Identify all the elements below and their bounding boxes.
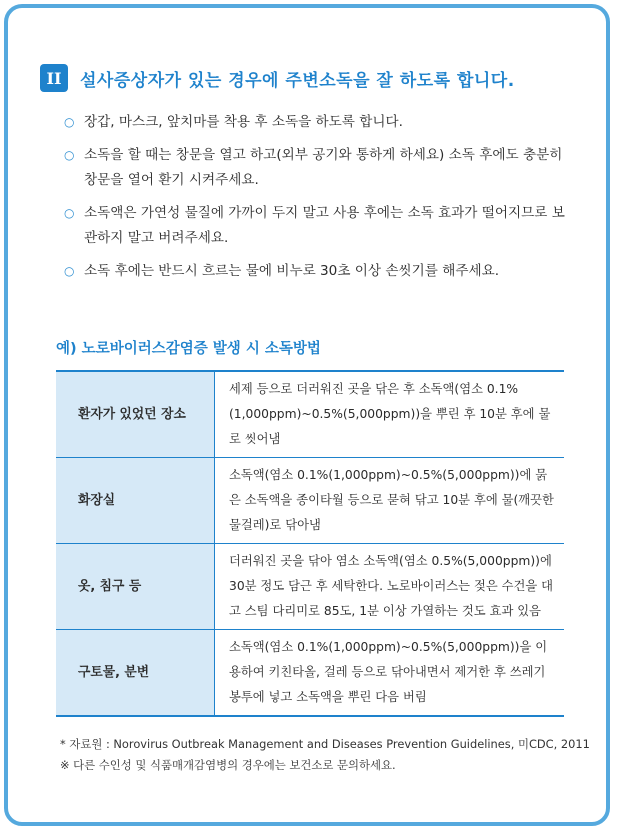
bullet-text: 소독을 할 때는 창문을 열고 하고(외부 공기와 통하게 하세요) 소독 후에도 충분히 창문을 열어 환기 시켜주세요.: [84, 147, 563, 188]
bullet-text: 소독액은 가연성 물질에 가까이 두지 말고 사용 후에는 소독 효과가 떨어지므로 보관하지 말고 버려주세요.: [84, 205, 565, 246]
method-cell: 소독액(염소 0.1%(1,000ppm)~0.5%(5,000ppm))을 이용하여 키친타올, 걸레 등으로 닦아내면서 제거한 후 쓰레기봉투에 넣고 소독액을 뿌린 다음 버림: [229, 640, 548, 704]
hollow-circle-icon: ○: [64, 115, 75, 129]
disinfection-method-table: [56, 370, 564, 717]
list-item: [64, 143, 574, 193]
list-item: [64, 259, 574, 284]
bullet-list: [64, 110, 574, 292]
table-row: [56, 544, 564, 630]
table-row: [56, 371, 564, 458]
section-number-badge: II: [40, 64, 68, 92]
bullet-text: 장갑, 마스크, 앞치마를 착용 후 소독을 하도록 합니다.: [84, 114, 403, 130]
place-cell: 구토물, 분변: [56, 630, 215, 717]
example-title: 예) 노로바이러스감염증 발생 시 소독방법: [56, 341, 321, 357]
method-cell: 세제 등으로 더러워진 곳을 닦은 후 소독액(염소 0.1% (1,000ppm)~0.5%(5,000ppm))을 뿌린 후 10분 후에 물로 씻어냄: [215, 371, 565, 458]
method-cell: 소독액(염소 0.1%(1,000ppm)~0.5%(5,000ppm))에 묽은 소독액을 종이타월 등으로 묻혀 닦고 10분 후에 물(깨끗한 물걸레)로 닦아냄: [215, 458, 565, 544]
section-heading: [40, 64, 515, 92]
source-footnote: * 자료원 : Norovirus Outbreak Management and Diseases Prevention Guidelines, 미CDC, 2011: [60, 737, 590, 751]
inquiry-footnote: ※ 다른 수인성 및 식품매개감염병의 경우에는 보건소로 문의하세요.: [60, 758, 396, 772]
table-row: [56, 458, 564, 544]
list-item: [64, 201, 574, 251]
table-row: [56, 630, 564, 717]
hollow-circle-icon: ○: [64, 206, 75, 220]
place-cell: 옷, 침구 등: [56, 544, 215, 630]
hollow-circle-icon: ○: [64, 264, 75, 278]
section-title: 설사증상자가 있는 경우에 주변소독을 잘 하도록 합니다.: [80, 70, 515, 91]
bullet-text: 소독 후에는 반드시 흐르는 물에 비누로 30초 이상 손씻기를 해주세요.: [84, 263, 500, 279]
method-cell: 더러워진 곳을 닦아 염소 소독액(염소 0.5%(5,000ppm))에 30분 정도 담근 후 세탁한다. 노로바이러스는 젖은 수건을 대고 스팀 다리미로 85도, 1분 이상 가열하는 것도 효과 있음: [215, 544, 565, 630]
place-cell: 화장실: [56, 458, 215, 544]
list-item: [64, 110, 574, 135]
place-cell: 환자가 있었던 장소: [56, 371, 215, 458]
hollow-circle-icon: ○: [64, 148, 75, 162]
